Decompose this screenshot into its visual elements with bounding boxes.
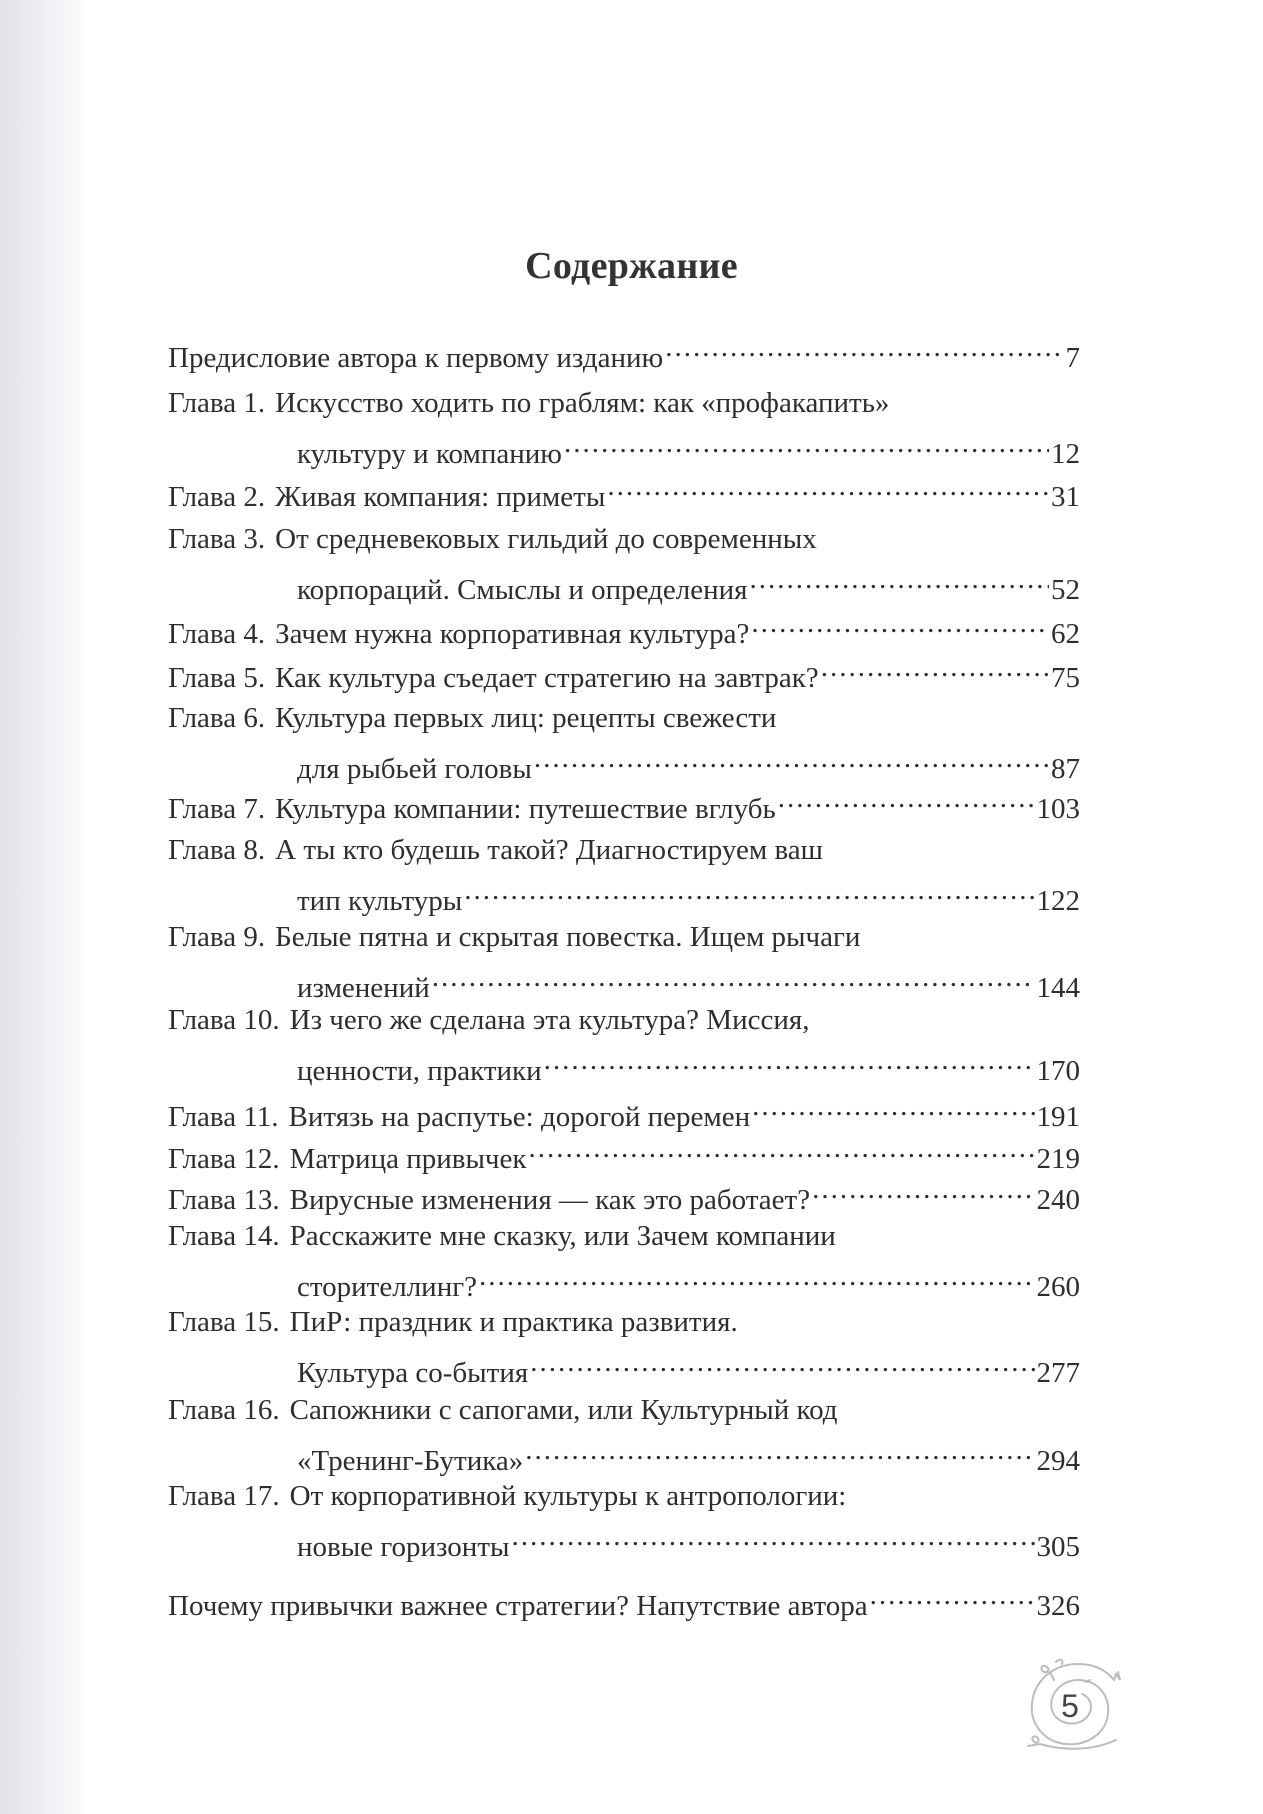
page-folio bbox=[1020, 1650, 1140, 1770]
chapter-label: Глава 8. bbox=[168, 834, 266, 866]
toc-entry-chapter-6-line-2[interactable] bbox=[168, 738, 1080, 785]
toc-entry-text: Искусство ходить по граблям: как «профакапить» bbox=[275, 387, 890, 419]
toc-entry-chapter-16-line-2[interactable] bbox=[168, 1430, 1080, 1477]
toc-entry-text: тип культуры bbox=[297, 885, 463, 917]
dot-leader bbox=[479, 1256, 1035, 1296]
dot-leader bbox=[751, 603, 1049, 643]
toc-entry-preface[interactable] bbox=[168, 327, 1080, 374]
chapter-label: Глава 11. bbox=[168, 1101, 279, 1133]
toc-entry-text: Культура компании: путешествие вглубь bbox=[275, 793, 776, 825]
dot-leader bbox=[564, 423, 1049, 463]
toc-page-number: 122 bbox=[1036, 885, 1080, 917]
toc-page-number: 144 bbox=[1036, 972, 1080, 1004]
toc-entry-text: сторителлинг? bbox=[297, 1271, 477, 1303]
toc-entry-chapter-4[interactable] bbox=[168, 603, 1080, 650]
toc-entry-text: Белые пятна и скрытая повестка. Ищем рычаги bbox=[275, 921, 861, 953]
dot-leader bbox=[544, 1040, 1035, 1080]
chapter-label: Глава 3. bbox=[168, 523, 266, 555]
toc-entry-text: От средневековых гильдий до современных bbox=[275, 523, 817, 555]
chapter-label: Глава 16. bbox=[168, 1394, 280, 1426]
toc-entry-chapter-11[interactable] bbox=[168, 1086, 1080, 1133]
toc-entry-text: Культура со-бытия bbox=[297, 1357, 529, 1389]
toc-entry-text: корпораций. Смыслы и определения bbox=[297, 574, 748, 606]
toc-page-number: 170 bbox=[1036, 1055, 1080, 1087]
toc-entry-text: Сапожники с сапогами, или Культурный код bbox=[289, 1394, 838, 1426]
dot-leader bbox=[432, 957, 1035, 997]
chapter-label: Глава 10. bbox=[168, 1004, 280, 1036]
toc-entry-text: Расскажите мне сказку, или Зачем компании bbox=[289, 1220, 836, 1252]
dot-leader bbox=[525, 1430, 1034, 1470]
toc-page-number: 62 bbox=[1051, 618, 1080, 650]
toc-entry-text: Культура первых лиц: рецепты свежести bbox=[275, 702, 777, 734]
toc-entry-chapter-17-line-1[interactable] bbox=[168, 1476, 1080, 1516]
toc-entry-text: Как культура съедает стратегию на завтрак? bbox=[275, 662, 819, 694]
dot-leader bbox=[752, 1086, 1034, 1126]
dot-leader bbox=[607, 466, 1049, 506]
dot-leader bbox=[749, 559, 1049, 599]
dot-leader bbox=[528, 1128, 1034, 1168]
toc-entry-chapter-9-line-2[interactable] bbox=[168, 957, 1080, 1004]
chapter-label: Глава 1. bbox=[168, 387, 266, 419]
toc-entry-text: Живая компания: приметы bbox=[275, 481, 606, 513]
toc-entry-chapter-9-line-1[interactable] bbox=[168, 917, 1080, 957]
toc-entry-text: Витязь на распутье: дорогой перемен bbox=[288, 1101, 751, 1133]
toc-page-number: 219 bbox=[1036, 1143, 1080, 1175]
toc-page-number: 305 bbox=[1036, 1531, 1080, 1563]
dot-leader bbox=[534, 738, 1049, 778]
toc-entry-chapter-14-line-2[interactable] bbox=[168, 1256, 1080, 1303]
toc-entry-chapter-16-line-1[interactable] bbox=[168, 1390, 1080, 1430]
toc-page-number: 326 bbox=[1036, 1590, 1080, 1622]
dot-leader bbox=[665, 327, 1063, 367]
toc-entry-chapter-10-line-2[interactable] bbox=[168, 1040, 1080, 1087]
toc-page-number: 103 bbox=[1036, 793, 1080, 825]
toc-entry-text: Почему привычки важнее стратегии? Напутствие автора bbox=[168, 1590, 868, 1622]
toc-page-number: 277 bbox=[1036, 1357, 1080, 1389]
toc-page-number: 52 bbox=[1051, 574, 1080, 606]
chapter-label: Глава 13. bbox=[168, 1184, 280, 1216]
toc-entry-text: новые горизонты bbox=[297, 1531, 510, 1563]
toc-entry-chapter-7[interactable] bbox=[168, 778, 1080, 825]
dot-leader bbox=[530, 1342, 1034, 1382]
toc-entry-text: Предисловие автора к первому изданию bbox=[168, 342, 664, 374]
chapter-label: Глава 7. bbox=[168, 793, 266, 825]
chapter-label: Глава 9. bbox=[168, 921, 266, 953]
toc-entry-text: ПиР: праздник и практика развития. bbox=[289, 1306, 738, 1338]
dot-leader bbox=[778, 778, 1035, 818]
toc-page-number: 75 bbox=[1051, 662, 1080, 694]
dot-leader bbox=[464, 870, 1034, 910]
toc-page-number: 294 bbox=[1036, 1445, 1080, 1477]
toc-entry-chapter-12[interactable] bbox=[168, 1128, 1080, 1175]
toc-entry-afterword[interactable] bbox=[168, 1575, 1080, 1622]
toc-entry-chapter-15-line-1[interactable] bbox=[168, 1302, 1080, 1342]
toc-page-number: 7 bbox=[1065, 342, 1080, 374]
chapter-label: Глава 12. bbox=[168, 1143, 280, 1175]
toc-entry-chapter-17-line-2[interactable] bbox=[168, 1516, 1080, 1563]
chapter-label: Глава 17. bbox=[168, 1480, 280, 1512]
toc-page-number: 191 bbox=[1036, 1101, 1080, 1133]
toc-entry-chapter-2[interactable] bbox=[168, 466, 1080, 513]
toc-entry-chapter-8-line-1[interactable] bbox=[168, 830, 1080, 870]
dot-leader bbox=[821, 647, 1049, 687]
toc-entry-text: «Тренинг-Бутика» bbox=[297, 1445, 524, 1477]
toc-entry-chapter-13[interactable] bbox=[168, 1169, 1080, 1216]
toc-entry-chapter-6-line-1[interactable] bbox=[168, 698, 1080, 738]
toc-entry-text: Матрица привычек bbox=[289, 1143, 527, 1175]
toc-entry-chapter-10-line-1[interactable] bbox=[168, 1000, 1080, 1040]
toc-entry-text: культуру и компанию bbox=[297, 438, 562, 470]
chapter-label: Глава 6. bbox=[168, 702, 266, 734]
toc-page-number: 240 bbox=[1036, 1184, 1080, 1216]
chapter-label: Глава 5. bbox=[168, 662, 266, 694]
chapter-label: Глава 2. bbox=[168, 481, 266, 513]
toc-page-number: 31 bbox=[1051, 481, 1080, 513]
chapter-label: Глава 15. bbox=[168, 1306, 280, 1338]
dot-leader bbox=[870, 1575, 1035, 1615]
toc-page-number: 12 bbox=[1051, 438, 1080, 470]
toc-entry-text: для рыбьей головы bbox=[297, 753, 532, 785]
chapter-label: Глава 4. bbox=[168, 618, 266, 650]
toc-entry-text: Из чего же сделана эта культура? Миссия, bbox=[289, 1004, 810, 1036]
page-title: Содержание bbox=[525, 245, 738, 287]
dot-leader bbox=[812, 1169, 1034, 1209]
toc-entry-text: А ты кто будешь такой? Диагностируем ваш bbox=[275, 834, 823, 866]
toc-entry-chapter-5[interactable] bbox=[168, 647, 1080, 694]
toc-page-number: 260 bbox=[1036, 1271, 1080, 1303]
page-number: 5 bbox=[1061, 1688, 1079, 1724]
toc-entry-chapter-1-line-2[interactable] bbox=[168, 423, 1080, 470]
toc-entry-text: Вирусные изменения — как это работает? bbox=[289, 1184, 811, 1216]
dot-leader bbox=[511, 1516, 1034, 1556]
toc-entry-text: Зачем нужна корпоративная культура? bbox=[275, 618, 750, 650]
toc-entry-text: От корпоративной культуры к антропологии: bbox=[289, 1480, 847, 1512]
toc-entry-chapter-3-line-2[interactable] bbox=[168, 559, 1080, 606]
toc-entry-chapter-1-line-1[interactable] bbox=[168, 383, 1080, 423]
toc-page-number: 87 bbox=[1051, 753, 1080, 785]
toc-entry-chapter-3-line-1[interactable] bbox=[168, 519, 1080, 559]
toc-entry-chapter-14-line-1[interactable] bbox=[168, 1216, 1080, 1256]
toc-entry-text: изменений bbox=[297, 972, 430, 1004]
toc-entry-chapter-8-line-2[interactable] bbox=[168, 870, 1080, 917]
toc-entry-text: ценности, практики bbox=[297, 1055, 542, 1087]
chapter-label: Глава 14. bbox=[168, 1220, 280, 1252]
toc-entry-chapter-15-line-2[interactable] bbox=[168, 1342, 1080, 1389]
